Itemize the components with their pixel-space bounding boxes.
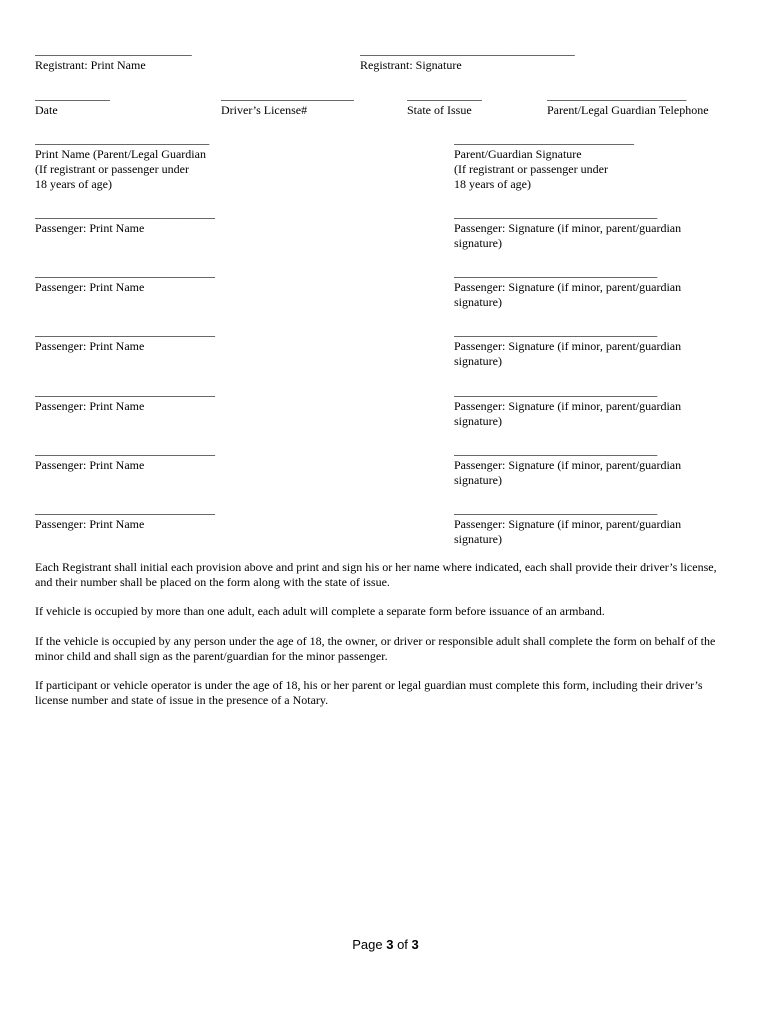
passenger-signature-line[interactable]: ___________________________________ (454, 443, 658, 457)
passenger-1-name-block (35, 206, 295, 236)
registrant-print-name-label: Registrant: Print Name (35, 58, 146, 72)
passenger-signature-line[interactable]: ___________________________________ (454, 384, 658, 398)
passenger-signature-label: Passenger: Signature (if minor, parent/guardian (454, 221, 682, 235)
drivers-license-line[interactable]: _______________________ (221, 88, 355, 102)
passenger-name-line[interactable]: _______________________________ (35, 502, 215, 516)
page-number (0, 937, 771, 952)
passenger-name-label: Passenger: Print Name (35, 517, 145, 531)
passenger-signature-label-cont: signature) (454, 473, 502, 487)
registrant-signature-label: Registrant: Signature (360, 58, 462, 72)
passenger-5-signature-block (454, 443, 744, 488)
passenger-3-name-block (35, 324, 295, 354)
registrant-signature-line[interactable]: _____________________________________ (360, 43, 575, 57)
guardian-signature-age: 18 years of age) (454, 177, 531, 191)
guardian-signature-line[interactable]: _______________________________ (454, 132, 634, 146)
passenger-6-signature-block (454, 502, 744, 547)
passenger-name-line[interactable]: _______________________________ (35, 324, 215, 338)
drivers-license-label: Driver’s License# (221, 103, 308, 117)
guardian-telephone-line[interactable]: ________________________ (547, 88, 687, 102)
passenger-signature-label: Passenger: Signature (if minor, parent/guardian (454, 339, 682, 353)
page-current: 3 (386, 937, 394, 952)
passenger-signature-label-cont: signature) (454, 414, 502, 428)
passenger-4-signature-block (454, 384, 744, 429)
instruction-paragraph-multiple-adults: If vehicle is occupied by more than one adult, each adult will complete a separate form before issuance of an armband. (35, 604, 605, 618)
registrant-print-name-line[interactable]: ___________________________ (35, 43, 192, 57)
guardian-print-name-note: (If registrant or passenger under (35, 162, 189, 176)
passenger-signature-label: Passenger: Signature (if minor, parent/guardian (454, 399, 682, 413)
passenger-signature-label-cont: signature) (454, 236, 502, 250)
passenger-name-line[interactable]: _______________________________ (35, 265, 215, 279)
passenger-3-signature-block (454, 324, 744, 369)
passenger-signature-label: Passenger: Signature (if minor, parent/guardian (454, 280, 682, 294)
instruction-paragraph-notary: If participant or vehicle operator is under the age of 18, his or her parent or legal guardian must complete this form, including their driver’s license number and state of issue in the presence of a Notary. (35, 678, 703, 707)
passenger-name-line[interactable]: _______________________________ (35, 443, 215, 457)
guardian-signature-note: (If registrant or passenger under (454, 162, 608, 176)
passenger-5-name-block (35, 443, 295, 473)
guardian-print-name-age: 18 years of age) (35, 177, 112, 191)
state-of-issue-line[interactable]: _____________ (407, 88, 483, 102)
passenger-name-label: Passenger: Print Name (35, 399, 145, 413)
page-total: 3 (411, 937, 419, 952)
registrant-signature-block (360, 43, 660, 73)
passenger-name-label: Passenger: Print Name (35, 221, 145, 235)
guardian-print-name-line[interactable]: ______________________________ (35, 132, 210, 146)
instruction-paragraph-initials: Each Registrant shall initial each provision above and print and sign his or her name where indicated, each shall provide their driver’s license, and their number shall be placed on the form along with the state of issue. (35, 560, 717, 589)
page-prefix: Page (352, 937, 387, 952)
passenger-signature-line[interactable]: ___________________________________ (454, 265, 658, 279)
state-of-issue-label: State of Issue (407, 103, 472, 117)
passenger-signature-label-cont: signature) (454, 354, 502, 368)
date-line[interactable]: _____________ (35, 88, 111, 102)
guardian-telephone-block (547, 88, 709, 118)
passenger-name-label: Passenger: Print Name (35, 458, 145, 472)
passenger-signature-line[interactable]: ___________________________________ (454, 206, 658, 220)
passenger-name-label: Passenger: Print Name (35, 280, 145, 294)
guardian-signature-label: Parent/Guardian Signature (454, 147, 582, 161)
date-block (35, 88, 110, 118)
drivers-license-block (221, 88, 354, 118)
registrant-print-name-block (35, 43, 335, 73)
passenger-6-name-block (35, 502, 295, 532)
passenger-signature-label: Passenger: Signature (if minor, parent/guardian (454, 458, 682, 472)
passenger-signature-label: Passenger: Signature (if minor, parent/guardian (454, 517, 682, 531)
guardian-signature-block (454, 132, 734, 192)
passenger-4-name-block (35, 384, 295, 414)
passenger-name-label: Passenger: Print Name (35, 339, 145, 353)
guardian-telephone-label: Parent/Legal Guardian Telephone (547, 103, 709, 117)
passenger-2-name-block (35, 265, 295, 295)
passenger-2-signature-block (454, 265, 744, 310)
passenger-signature-label-cont: signature) (454, 295, 502, 309)
guardian-print-name-block (35, 132, 295, 192)
passenger-signature-line[interactable]: ___________________________________ (454, 324, 658, 338)
state-of-issue-block (407, 88, 482, 118)
passenger-1-signature-block (454, 206, 744, 251)
instruction-paragraph-minor-passenger: If the vehicle is occupied by any person under the age of 18, the owner, or driver or responsible adult shall complete the form on behalf of the minor child and shall sign as the parent/guardian for the minor passenger. (35, 634, 716, 663)
guardian-print-name-label: Print Name (Parent/Legal Guardian (35, 147, 206, 161)
page-of: of (393, 937, 412, 952)
date-label: Date (35, 103, 58, 117)
passenger-name-line[interactable]: _______________________________ (35, 384, 215, 398)
passenger-signature-label-cont: signature) (454, 532, 502, 546)
passenger-signature-line[interactable]: ___________________________________ (454, 502, 658, 516)
passenger-name-line[interactable]: _______________________________ (35, 206, 215, 220)
